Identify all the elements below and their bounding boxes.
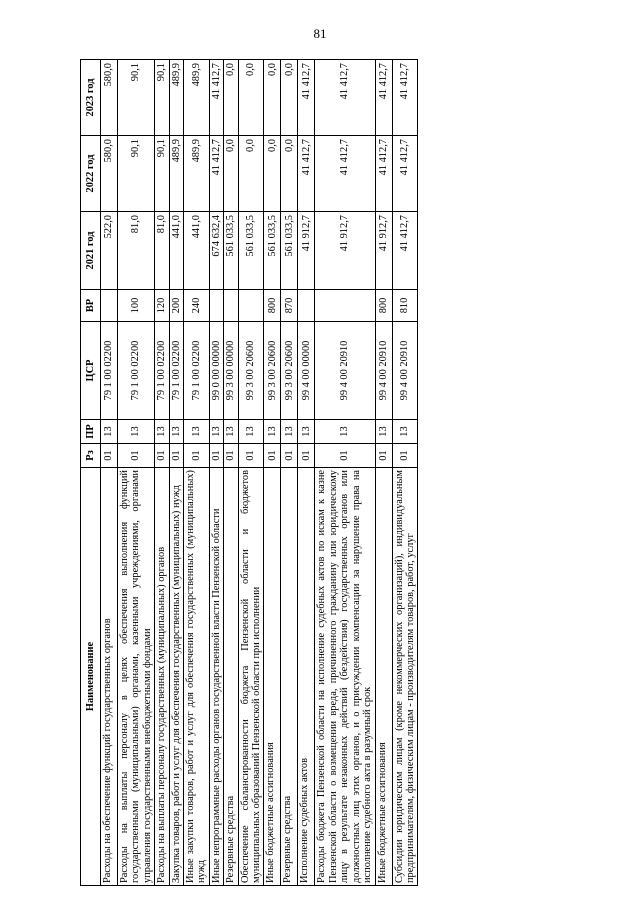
header-2023: 2023 год: [81, 60, 101, 136]
cell-2023: 0,0: [224, 60, 238, 136]
cell-2023: 41 412,7: [375, 60, 392, 136]
cell-2021: 41 912,7: [315, 212, 375, 290]
cell-2021: 81,0: [118, 212, 155, 290]
cell-2021: 561 033,5: [281, 212, 298, 290]
cell-pr: 13: [155, 420, 169, 444]
cell-pr: 13: [315, 420, 375, 444]
cell-2022: 41 412,7: [298, 136, 315, 212]
table-row: [209, 60, 223, 886]
header-2021: 2021 год: [81, 212, 101, 290]
table-row: [281, 60, 298, 886]
table-row: [101, 60, 118, 886]
cell-csr: 99 4 00 00000: [298, 322, 315, 420]
rotated-table-container: [80, 60, 562, 886]
cell-2021: 81,0: [155, 212, 169, 290]
budget-table: [80, 59, 418, 886]
cell-name: Расходы на обеспечение функций государственных органов: [101, 468, 118, 886]
cell-vr: 800: [375, 290, 392, 322]
cell-rz: 01: [315, 444, 375, 468]
cell-name: Иные закупки товаров, работ и услуг для обеспечения государственных (муниципальных) нужд: [184, 468, 210, 886]
cell-pr: 13: [392, 420, 418, 444]
cell-2023: 0,0: [281, 60, 298, 136]
cell-2022: 90,1: [155, 136, 169, 212]
cell-2021: 674 632,4: [209, 212, 223, 290]
cell-2022: 489,9: [169, 136, 183, 212]
cell-pr: 13: [224, 420, 238, 444]
cell-vr: 240: [184, 290, 210, 322]
cell-vr: 810: [392, 290, 418, 322]
cell-2022: 41 412,7: [315, 136, 375, 212]
cell-name: Резервные средства: [224, 468, 238, 886]
cell-2021: 41 912,7: [375, 212, 392, 290]
cell-csr: 79 1 00 02200: [118, 322, 155, 420]
cell-vr: [238, 290, 264, 322]
table-row: [155, 60, 169, 886]
header-rz: Рз: [81, 444, 101, 468]
cell-2023: 0,0: [264, 60, 281, 136]
table-row: [298, 60, 315, 886]
cell-csr: 79 1 00 02200: [184, 322, 210, 420]
table-row: [264, 60, 281, 886]
cell-rz: 01: [169, 444, 183, 468]
cell-name: Закупка товаров, работ и услуг для обеспечения государственных (муниципальных) нужд: [169, 468, 183, 886]
cell-vr: 100: [118, 290, 155, 322]
cell-vr: [209, 290, 223, 322]
cell-name: Расходы бюджета Пензенской области на исполнение судебных актов по искам к казне Пензенской области о возмещении вреда, причиненного гражданину или юридическому лицу в результате незаконных действий (бездействия) государственных органов или должностных лиц этих органов, и о присуждении компенсации за нарушение права на исполнение судебного акта в разумный срок: [315, 468, 375, 886]
cell-csr: 99 3 00 20600: [264, 322, 281, 420]
header-name: Наименование: [81, 468, 101, 886]
cell-2021: 561 033,5: [264, 212, 281, 290]
table-row: [238, 60, 264, 886]
cell-name: Иные бюджетные ассигнования: [264, 468, 281, 886]
table-row: [224, 60, 238, 886]
cell-vr: 800: [264, 290, 281, 322]
cell-name: Расходы на выплаты персоналу в целях обеспечения выполнения функций государственными (муниципальными) органами, казенными учреждениями, органами управления государственными внебюджетными фондами: [118, 468, 155, 886]
cell-rz: 01: [298, 444, 315, 468]
cell-2022: 41 412,7: [375, 136, 392, 212]
cell-2023: 41 412,7: [392, 60, 418, 136]
cell-vr: 200: [169, 290, 183, 322]
table-row: [375, 60, 392, 886]
cell-vr: 120: [155, 290, 169, 322]
cell-vr: [315, 290, 375, 322]
cell-2023: 0,0: [238, 60, 264, 136]
cell-csr: 79 1 00 02200: [155, 322, 169, 420]
cell-csr: 99 3 00 20600: [281, 322, 298, 420]
cell-2021: 522,0: [101, 212, 118, 290]
cell-2021: 41 412,7: [392, 212, 418, 290]
cell-2022: 0,0: [281, 136, 298, 212]
cell-pr: 13: [184, 420, 210, 444]
cell-2023: 41 412,7: [315, 60, 375, 136]
cell-csr: 99 3 00 00000: [224, 322, 238, 420]
cell-2022: 489,9: [184, 136, 210, 212]
cell-vr: [101, 290, 118, 322]
cell-2022: 0,0: [238, 136, 264, 212]
cell-name: Исполнение судебных актов: [298, 468, 315, 886]
table-row: [169, 60, 183, 886]
cell-rz: 01: [224, 444, 238, 468]
cell-pr: 13: [209, 420, 223, 444]
cell-csr: 99 3 00 20600: [238, 322, 264, 420]
page-number: 81: [313, 26, 327, 41]
cell-rz: 01: [184, 444, 210, 468]
cell-pr: 13: [118, 420, 155, 444]
cell-name: Иные непрограммные расходы органов государственной власти Пензенской области: [209, 468, 223, 886]
cell-vr: [224, 290, 238, 322]
cell-2023: 580,0: [101, 60, 118, 136]
cell-2022: 41 412,7: [392, 136, 418, 212]
cell-2023: 489,9: [169, 60, 183, 136]
cell-2021: 441,0: [184, 212, 210, 290]
cell-name: Резервные средства: [281, 468, 298, 886]
table-row: [315, 60, 375, 886]
cell-rz: 01: [264, 444, 281, 468]
cell-pr: 13: [169, 420, 183, 444]
cell-csr: 99 4 00 20910: [315, 322, 375, 420]
cell-2021: 561 033,5: [224, 212, 238, 290]
cell-2022: 0,0: [224, 136, 238, 212]
cell-2023: 41 412,7: [209, 60, 223, 136]
table-row: [392, 60, 418, 886]
cell-2023: 41 412,7: [298, 60, 315, 136]
cell-csr: 79 1 00 02200: [101, 322, 118, 420]
cell-rz: 01: [238, 444, 264, 468]
cell-2022: 0,0: [264, 136, 281, 212]
cell-vr: [298, 290, 315, 322]
cell-rz: 01: [392, 444, 418, 468]
cell-2022: 580,0: [101, 136, 118, 212]
cell-pr: 13: [375, 420, 392, 444]
cell-rz: 01: [281, 444, 298, 468]
cell-2023: 90,1: [155, 60, 169, 136]
cell-2023: 489,9: [184, 60, 210, 136]
cell-pr: 13: [101, 420, 118, 444]
table-header-row: [81, 60, 101, 886]
cell-2022: 41 412,7: [209, 136, 223, 212]
cell-rz: 01: [118, 444, 155, 468]
cell-name: Иные бюджетные ассигнования: [375, 468, 392, 886]
cell-pr: 13: [281, 420, 298, 444]
cell-2021: 441,0: [169, 212, 183, 290]
header-2022: 2022 год: [81, 136, 101, 212]
cell-2021: 41 912,7: [298, 212, 315, 290]
cell-rz: 01: [209, 444, 223, 468]
cell-pr: 13: [298, 420, 315, 444]
header-pr: ПР: [81, 420, 101, 444]
table-row: [118, 60, 155, 886]
cell-rz: 01: [155, 444, 169, 468]
table-body: [101, 60, 418, 886]
header-csr: ЦСР: [81, 322, 101, 420]
cell-name: Субсидии юридическим лицам (кроме некоммерческих организаций), индивидуальным предпринимателям, физическим лицам - производителям товаров, работ, услуг: [392, 468, 418, 886]
table-row: [184, 60, 210, 886]
cell-2021: 561 033,5: [238, 212, 264, 290]
cell-csr: 99 0 00 00000: [209, 322, 223, 420]
cell-2023: 90,1: [118, 60, 155, 136]
cell-name: Обеспечение сбалансированности бюджета Пензенской области и бюджетов муниципальных образований Пензенской области при исполнении: [238, 468, 264, 886]
cell-name: Расходы на выплаты персоналу государственных (муниципальных) органов: [155, 468, 169, 886]
cell-pr: 13: [238, 420, 264, 444]
cell-2022: 90,1: [118, 136, 155, 212]
cell-rz: 01: [101, 444, 118, 468]
cell-csr: 99 4 00 20910: [375, 322, 392, 420]
header-vr: ВР: [81, 290, 101, 322]
cell-pr: 13: [264, 420, 281, 444]
cell-vr: 870: [281, 290, 298, 322]
cell-csr: 99 4 00 20910: [392, 322, 418, 420]
cell-rz: 01: [375, 444, 392, 468]
cell-csr: 79 1 00 02200: [169, 322, 183, 420]
